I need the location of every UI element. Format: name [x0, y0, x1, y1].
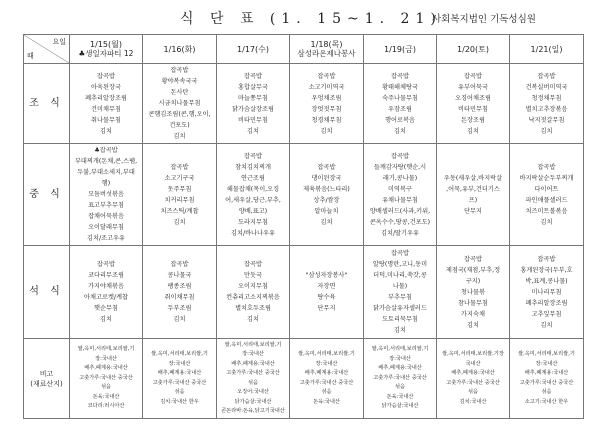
menu-item: 김치:국내산 — [459, 398, 487, 405]
menu-item: 취나물무침 — [91, 116, 121, 124]
menu-cell — [290, 339, 364, 419]
menu-item: 만둣국 — [244, 272, 262, 279]
menu-item: 돈육:국내산 — [386, 393, 414, 400]
menu-item: 김치 — [247, 316, 259, 323]
menu-item: 김치 — [247, 127, 259, 135]
menu-item: 잡곡밥 — [97, 72, 115, 80]
menu-item: 잡곡밥 — [244, 152, 262, 160]
menu-cell — [437, 339, 510, 419]
menu-item: 돗주무침 — [167, 185, 192, 193]
menu-cell — [510, 64, 584, 144]
menu-item: 표고부추무침 — [88, 202, 124, 209]
menu-item: ♣잡곡밥 — [94, 147, 118, 154]
menu-item: 소고기미역국 — [308, 83, 345, 91]
menu-item: 래기,콩나물) — [382, 174, 418, 182]
menu-item: 돈육:국내산 — [313, 398, 340, 405]
menu-item: 건복실버미역국 — [525, 83, 568, 91]
day-header-sat — [437, 35, 510, 64]
day-header-fri — [364, 35, 437, 64]
menu-item: 고춧가루:국내산 중국산 — [299, 379, 354, 386]
menu-item: 청나물볶 — [461, 288, 485, 296]
menu-item: 부대찌개(돈채,콘,스팸, — [74, 158, 138, 165]
menu-item: 잡곡밥 — [537, 72, 556, 80]
menu-item: 단무지 — [464, 207, 482, 215]
menu-item: 모듬버섯볶음 — [88, 191, 124, 198]
menu-item: 나물) — [392, 283, 408, 290]
menu-item: 양배,표고) — [238, 207, 268, 215]
menu-item: 알마늘치 — [314, 207, 339, 215]
menu-item: 고춧가루:국내산 중국산 — [152, 379, 207, 386]
menu-item: 박,표계,콩나물) — [525, 277, 568, 285]
menu-item: 우잠조림 — [388, 105, 412, 113]
menu-item: 부추무침 — [388, 294, 412, 301]
menu-item: 배추,폐계용:국내산 — [84, 365, 128, 372]
menu-item: 고춧가루:국내산 중국산 — [226, 370, 280, 376]
menu-item: 건미채무침 — [91, 105, 121, 113]
menu-item: 탕수육 — [317, 294, 336, 301]
menu-item: 별치호두조림 — [235, 305, 271, 312]
menu-item: 황야복속국국 — [161, 78, 198, 85]
corner-cell — [24, 35, 70, 64]
menu-item: 김치 — [540, 321, 553, 329]
menu-cell — [364, 144, 437, 246]
notes-label — [24, 339, 70, 419]
menu-item: 배추,폐계용:국내산 — [304, 370, 349, 376]
menu-item: 닭가슴살장조림 — [232, 105, 274, 113]
menu-item: 잡곡밥 — [391, 72, 409, 80]
menu-item: 장:국내산 — [535, 360, 558, 367]
menu-item: 배추,폐계용:국내산 — [231, 360, 275, 367]
menu-item: 섞음 — [541, 389, 552, 395]
menu-item: 바지락살순두부찌개 — [519, 174, 574, 182]
menu-cell — [290, 144, 364, 246]
menu-item: 가지야채볶음 — [88, 283, 124, 290]
day-header-sun — [510, 35, 584, 64]
menu-item: 가지숙채 — [461, 310, 485, 318]
menu-item: 잡채어묵볶음 — [88, 213, 124, 220]
menu-item: 쌀,옥미,서리태,보리쌀,기 — [77, 346, 135, 353]
menu-item: 배추,폐계용:국내산 — [451, 370, 495, 376]
menu-item: 다이어트 — [534, 185, 559, 193]
menu-item: 콩나물국 — [167, 272, 192, 279]
header-row — [24, 35, 584, 64]
menu-item: 해물잡채(목이,오징 — [226, 185, 280, 193]
menu-item: 오이지무침 — [238, 283, 268, 290]
day-date: 1/15(월) — [90, 40, 122, 49]
menu-item: 폐추리알장조림 — [525, 299, 568, 307]
menu-item: 유부어묵국 — [458, 83, 488, 91]
page-title: 식 단 표 (1. 15~1. 21) — [180, 11, 442, 27]
menu-item: 장:국내산 — [389, 355, 411, 362]
menu-cell — [143, 64, 217, 144]
menu-item: 잡곡밥 — [97, 261, 115, 268]
menu-item: 김치 — [320, 218, 333, 226]
lunch-row — [24, 144, 584, 246]
menu-item: 장:국내산 — [168, 360, 191, 367]
menu-item: 마늘쫑무침 — [238, 94, 268, 102]
menu-item: 잡곡밥 — [537, 255, 556, 263]
menu-item: 잡곡밥 — [244, 261, 262, 268]
menu-item: 김치:국내산 한우 — [160, 398, 199, 405]
menu-item: 김치/딸기우유 — [381, 229, 419, 237]
day-header-tue — [143, 35, 217, 64]
menu-item: 장엇젓무침 — [311, 105, 342, 113]
menu-item: 더덕,미나리,쑥갓,콩 — [373, 272, 427, 279]
menu-cell — [143, 339, 217, 419]
menu-item: 양배셀러드(사과,키위, — [369, 207, 431, 215]
menu-item: 김치 — [100, 316, 112, 323]
menu-item: 섞음 — [467, 389, 479, 395]
day-date: 1/17(수) — [237, 44, 269, 54]
menu-item: 치즈스틱/계찹 — [160, 207, 199, 215]
menu-cell — [364, 246, 437, 339]
day-header-thu — [290, 35, 364, 64]
menu-cell — [70, 64, 143, 144]
menu-item: 잡곡밥 — [537, 163, 556, 171]
menu-item: 쌀,옥미,서리태,보리쌀,기 — [151, 351, 208, 357]
menu-cell — [437, 246, 510, 339]
menu-item: 도토리묵무침 — [382, 316, 418, 323]
menu-item: 프) — [468, 196, 478, 204]
day-date: 1/19(금) — [384, 44, 416, 54]
menu-cell — [510, 339, 584, 419]
organization-name: 사회복지법인 기독성심원 — [432, 14, 536, 25]
menu-item: 고춧가루:국내산 중국산 — [373, 374, 427, 381]
notes-label-line: 비고 — [39, 369, 54, 378]
menu-item: 닭가슴살:국내산 — [381, 403, 419, 410]
menu-item: 김치 — [173, 133, 186, 140]
menu-item: 섞음 — [247, 379, 259, 386]
menu-item: 컨츄리고소지찌볶음 — [226, 294, 280, 301]
menu-cell — [70, 144, 143, 246]
menu-item: 별치고추장볶음 — [525, 105, 568, 113]
menu-item: 청경채무침 — [311, 116, 342, 124]
menu-item: 섞음 — [100, 384, 112, 391]
day-date: 1/16(화) — [163, 44, 196, 54]
menu-item: 아채고로켓/계찹 — [84, 294, 128, 301]
day-note: 삼성라온제나봉사 — [297, 49, 356, 58]
menu-cell — [217, 246, 290, 339]
menu-item: 시금치나물무침 — [158, 100, 201, 107]
menu-item: 폐추리알장조림 — [85, 94, 127, 102]
menu-item: 취이채무침 — [164, 294, 195, 301]
menu-item: 소고기구국 — [164, 174, 195, 182]
menu-item: 김치 — [100, 127, 112, 135]
menu-item: 아욱된장국 — [91, 83, 121, 91]
menu-item: 잡곡밥 — [170, 261, 189, 268]
dinner-row — [24, 246, 584, 339]
menu-item: 김치 — [467, 127, 479, 135]
menu-cell — [70, 246, 143, 339]
menu-item: 쌀,옥미,서리태,보리쌀,기 — [371, 346, 429, 353]
day-date: 1/18(목) — [310, 40, 343, 49]
day-header-wed — [217, 35, 290, 64]
menu-item: 햇순무침 — [94, 305, 118, 312]
menu-item: 미역복구 — [388, 185, 412, 193]
day-header-mon — [70, 35, 143, 64]
menu-item: 우동(새우살,바지락살 — [443, 174, 503, 182]
menu-item: 코다리무조림 — [88, 272, 124, 279]
menu-item: 콘햄김조림(콘,햄,오이, — [148, 111, 211, 118]
menu-cell — [364, 64, 437, 144]
menu-item: 행어로복음 — [385, 116, 415, 124]
menu-item: 치커리무침 — [164, 196, 195, 204]
menu-item: 제육볶음(느타리) — [303, 185, 350, 193]
menu-cell — [290, 64, 364, 144]
menu-item: 잡곡밥 — [170, 67, 189, 74]
menu-item: 잡곡밥 — [317, 163, 336, 171]
menu-item: 닭가슴살:국내산 — [234, 398, 272, 405]
meal-label: 조 식 — [24, 64, 70, 144]
menu-item: 김치 — [173, 316, 186, 323]
menu-cell — [143, 246, 217, 339]
menu-item: 잡곡밥 — [391, 152, 409, 160]
menu-title-bar — [0, 8, 600, 30]
origin-notes-row — [24, 339, 584, 419]
menu-item: ,어묵,유부,건더기스 — [446, 185, 500, 193]
menu-cell — [290, 246, 364, 339]
menu-item: 비타민무침 — [238, 116, 268, 124]
menu-item: 도라지무침 — [238, 218, 268, 226]
menu-item: 섞음 — [394, 384, 406, 391]
menu-item: 소고기:국내산 한우 — [524, 398, 569, 405]
menu-item: 황태해체탕국 — [382, 83, 418, 91]
menu-item: 홍게된장국(두부,호 — [520, 266, 573, 274]
menu-item: 낙지젓갈무침 — [528, 116, 565, 124]
menu-item: 쌀,옥미,서리태,보리쌀,기 — [518, 351, 575, 357]
menu-item: 코다리:러시아산 — [87, 403, 125, 410]
menu-cell — [70, 339, 143, 419]
menu-item: 김치/조고우유 — [87, 235, 125, 242]
menu-item: 오징어채조림 — [455, 94, 491, 102]
menu-item: 쌀,옥미,서리태,보리쌀,기 — [224, 341, 282, 348]
menu-item: 고춧가루:국내산 중국산 — [79, 374, 133, 381]
menu-cell — [510, 246, 584, 339]
menu-item: 댕이된장국 — [311, 174, 342, 182]
menu-item: 콘돈라바:돈육,닭고기국내산 — [221, 408, 285, 414]
menu-item: 햄) — [101, 180, 111, 187]
menu-cell — [143, 144, 217, 246]
menu-item: 고춧가루:국내산 중국산 — [519, 379, 574, 386]
menu-item: 우엉채조림 — [311, 94, 342, 102]
menu-cell — [217, 64, 290, 144]
menu-item: 김치 — [540, 127, 553, 135]
menu-item: 참치김치찌개 — [235, 163, 271, 171]
corner-meal-label: 때 — [27, 52, 34, 60]
menu-item: 섞음 — [174, 389, 185, 395]
menu-cell — [437, 144, 510, 246]
menu-item: 팽종조림 — [167, 283, 192, 290]
day-date: 1/21(일) — [530, 44, 563, 54]
day-date: 1/20(토) — [457, 44, 489, 54]
menu-item: 닭가슴살유자셀러드 — [373, 305, 427, 312]
menu-item: 김치 — [394, 327, 406, 334]
corner-weekday-label: 요일 — [52, 38, 66, 46]
menu-cell — [217, 339, 290, 419]
menu-item: 치즈미트볼볶음 — [525, 207, 568, 215]
menu-item: 제점국(재점,부추,정 — [445, 266, 501, 274]
menu-item: 잡곡밥 — [170, 163, 189, 171]
menu-item: 오이달래무침 — [88, 224, 124, 231]
menu-item: 돈사탄 — [170, 89, 189, 96]
menu-item: 두불,부대소세지,부대 — [77, 169, 135, 176]
menu-cell — [510, 144, 584, 246]
day-note: ♣생일자파티 12 — [78, 49, 134, 58]
menu-item: 돈장조림 — [461, 116, 485, 124]
notes-label-line: (재료산지) — [30, 379, 63, 388]
menu-item: 김치 — [467, 321, 479, 329]
menu-item: 잡곡밥 — [317, 72, 336, 80]
menu-item: 파인애플셀러드 — [525, 196, 568, 204]
menu-item: "삼성자장봉사" — [305, 272, 348, 279]
menu-item: 잡곡밥 — [464, 72, 482, 80]
menu-item: 참나물무침 — [458, 299, 488, 307]
menu-item: 김치 — [394, 127, 406, 135]
menu-item: 섞음 — [321, 389, 332, 395]
menu-item: 숙주나물무침 — [382, 94, 418, 102]
menu-item: 건포도) — [169, 122, 190, 129]
menu-item: 고춧가루:국내산 중국산 — [446, 379, 500, 386]
menu-item: 콘옥수수,땅콩,건포도) — [369, 218, 431, 226]
menu-item: 김치/바나나우유 — [231, 229, 275, 237]
menu-item: 알탕(명란,고니,동미 — [372, 261, 428, 268]
menu-item: 어,새우살,당근,부추, — [225, 196, 281, 204]
meal-label: 중 식 — [24, 144, 70, 246]
menu-item: 두부조림 — [167, 305, 192, 312]
meal-label: 석 식 — [24, 246, 70, 339]
menu-item: 배추,폐계용:국내산 — [524, 370, 569, 376]
menu-item: 김치 — [320, 127, 333, 135]
menu-item: 자장면 — [317, 283, 336, 290]
menu-item: 비타민무침 — [458, 105, 488, 113]
menu-item: 홍합살무국 — [238, 83, 268, 91]
menu-item: 단무지 — [317, 305, 336, 312]
breakfast-row — [24, 64, 584, 144]
menu-item: 구지) — [465, 277, 481, 285]
menu-item: 고추잎무침 — [531, 310, 562, 318]
menu-item: 쌀,옥미,서리태,보리쌀,기 — [298, 351, 355, 357]
menu-cell — [364, 339, 437, 419]
menu-item: 국내산 — [465, 360, 481, 367]
menu-item: 청정채무침 — [531, 94, 562, 102]
menu-item: 오징어:국내산 — [237, 389, 269, 395]
menu-item: 유채나물무침 — [382, 196, 418, 204]
menu-item: 상추/쌈장 — [313, 196, 340, 204]
weekly-menu-table — [23, 34, 584, 419]
menu-item: 장:국내산 — [315, 360, 338, 367]
menu-item: 연근조림 — [241, 174, 265, 182]
menu-item: 배추,폐계용:국내산 — [157, 370, 202, 376]
menu-item: 장:국내산 — [242, 351, 264, 357]
menu-item: 쌀,옥미,서리태,보리쌀,기장 — [442, 351, 504, 357]
menu-cell — [217, 144, 290, 246]
menu-item: 들깨감자탕(햇순,시 — [373, 163, 427, 171]
menu-item: 김치 — [173, 218, 186, 226]
menu-item: 잡곡밥 — [244, 72, 262, 80]
menu-item: 배추,폐계용:국내산 — [378, 365, 422, 372]
menu-item: 김치 — [540, 218, 553, 226]
menu-item: 장:국내산 — [95, 355, 117, 362]
menu-item: 미나리무침 — [531, 288, 562, 296]
menu-cell — [437, 64, 510, 144]
menu-item: 돈육:국내산 — [92, 393, 120, 400]
menu-item: 잡곡밥 — [464, 255, 482, 263]
menu-item: 잡곡밥 — [391, 250, 409, 257]
